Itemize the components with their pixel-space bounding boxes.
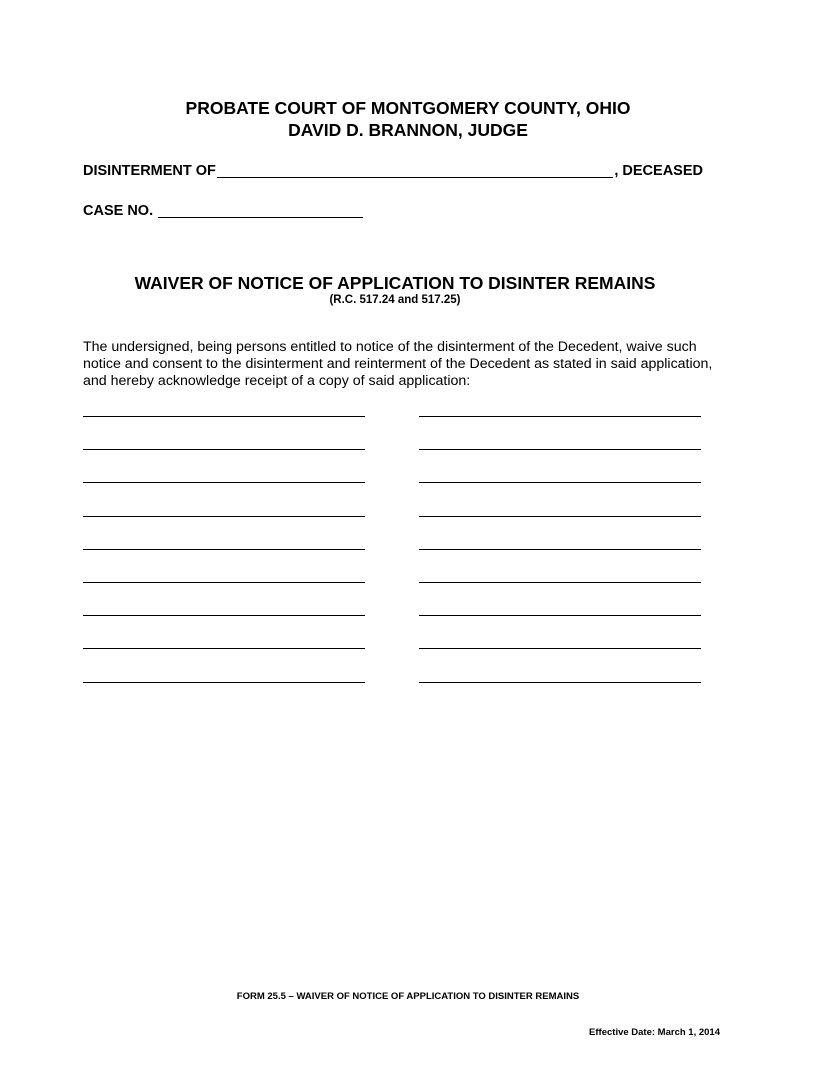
signature-line[interactable] (419, 582, 701, 583)
form-footer: FORM 25.5 – WAIVER OF NOTICE OF APPLICATION TO DISINTER REMAINS (236, 991, 580, 1002)
signature-line[interactable] (83, 648, 365, 649)
disinterment-caption (83, 161, 703, 181)
signature-line[interactable] (83, 482, 365, 483)
signature-line[interactable] (83, 449, 365, 450)
effective-date: Effective Date: March 1, 2014 (589, 1027, 720, 1038)
statute-reference: (R.C. 517.24 and 517.25) (329, 294, 461, 306)
signature-line[interactable] (83, 582, 365, 583)
signature-line[interactable] (419, 615, 701, 616)
signature-line[interactable] (83, 416, 365, 417)
court-header (0, 97, 816, 141)
judge-name: DAVID D. BRANNON, JUDGE (288, 120, 528, 140)
signature-line[interactable] (83, 615, 365, 616)
waiver-statement: The undersigned, being persons entitled to notice of the disinterment of the Decedent, waive such notice and consent to the disinterment and reinterment of the Decedent as stated in said application, and hereby acknowledge receipt of a copy of said application: (83, 339, 713, 389)
signature-line[interactable] (419, 416, 701, 417)
signature-line[interactable] (419, 449, 701, 450)
signature-line[interactable] (419, 516, 701, 517)
case-number-row (83, 201, 363, 221)
disinterment-label: DISINTERMENT OF (83, 163, 216, 179)
court-name: PROBATE COURT OF MONTGOMERY COUNTY, OHIO (185, 98, 631, 118)
case-number-label: CASE NO. (83, 203, 154, 219)
form-title: WAIVER OF NOTICE OF APPLICATION TO DISINTER REMAINS (134, 273, 656, 293)
deceased-label: , DECEASED (614, 163, 703, 179)
decedent-name-field[interactable] (217, 163, 613, 178)
signature-line[interactable] (419, 648, 701, 649)
signature-line[interactable] (419, 482, 701, 483)
case-number-field[interactable] (158, 203, 363, 218)
signature-line[interactable] (83, 549, 365, 550)
signature-line[interactable] (83, 516, 365, 517)
signature-line[interactable] (83, 682, 365, 683)
signature-line[interactable] (419, 549, 701, 550)
signature-line[interactable] (419, 682, 701, 683)
